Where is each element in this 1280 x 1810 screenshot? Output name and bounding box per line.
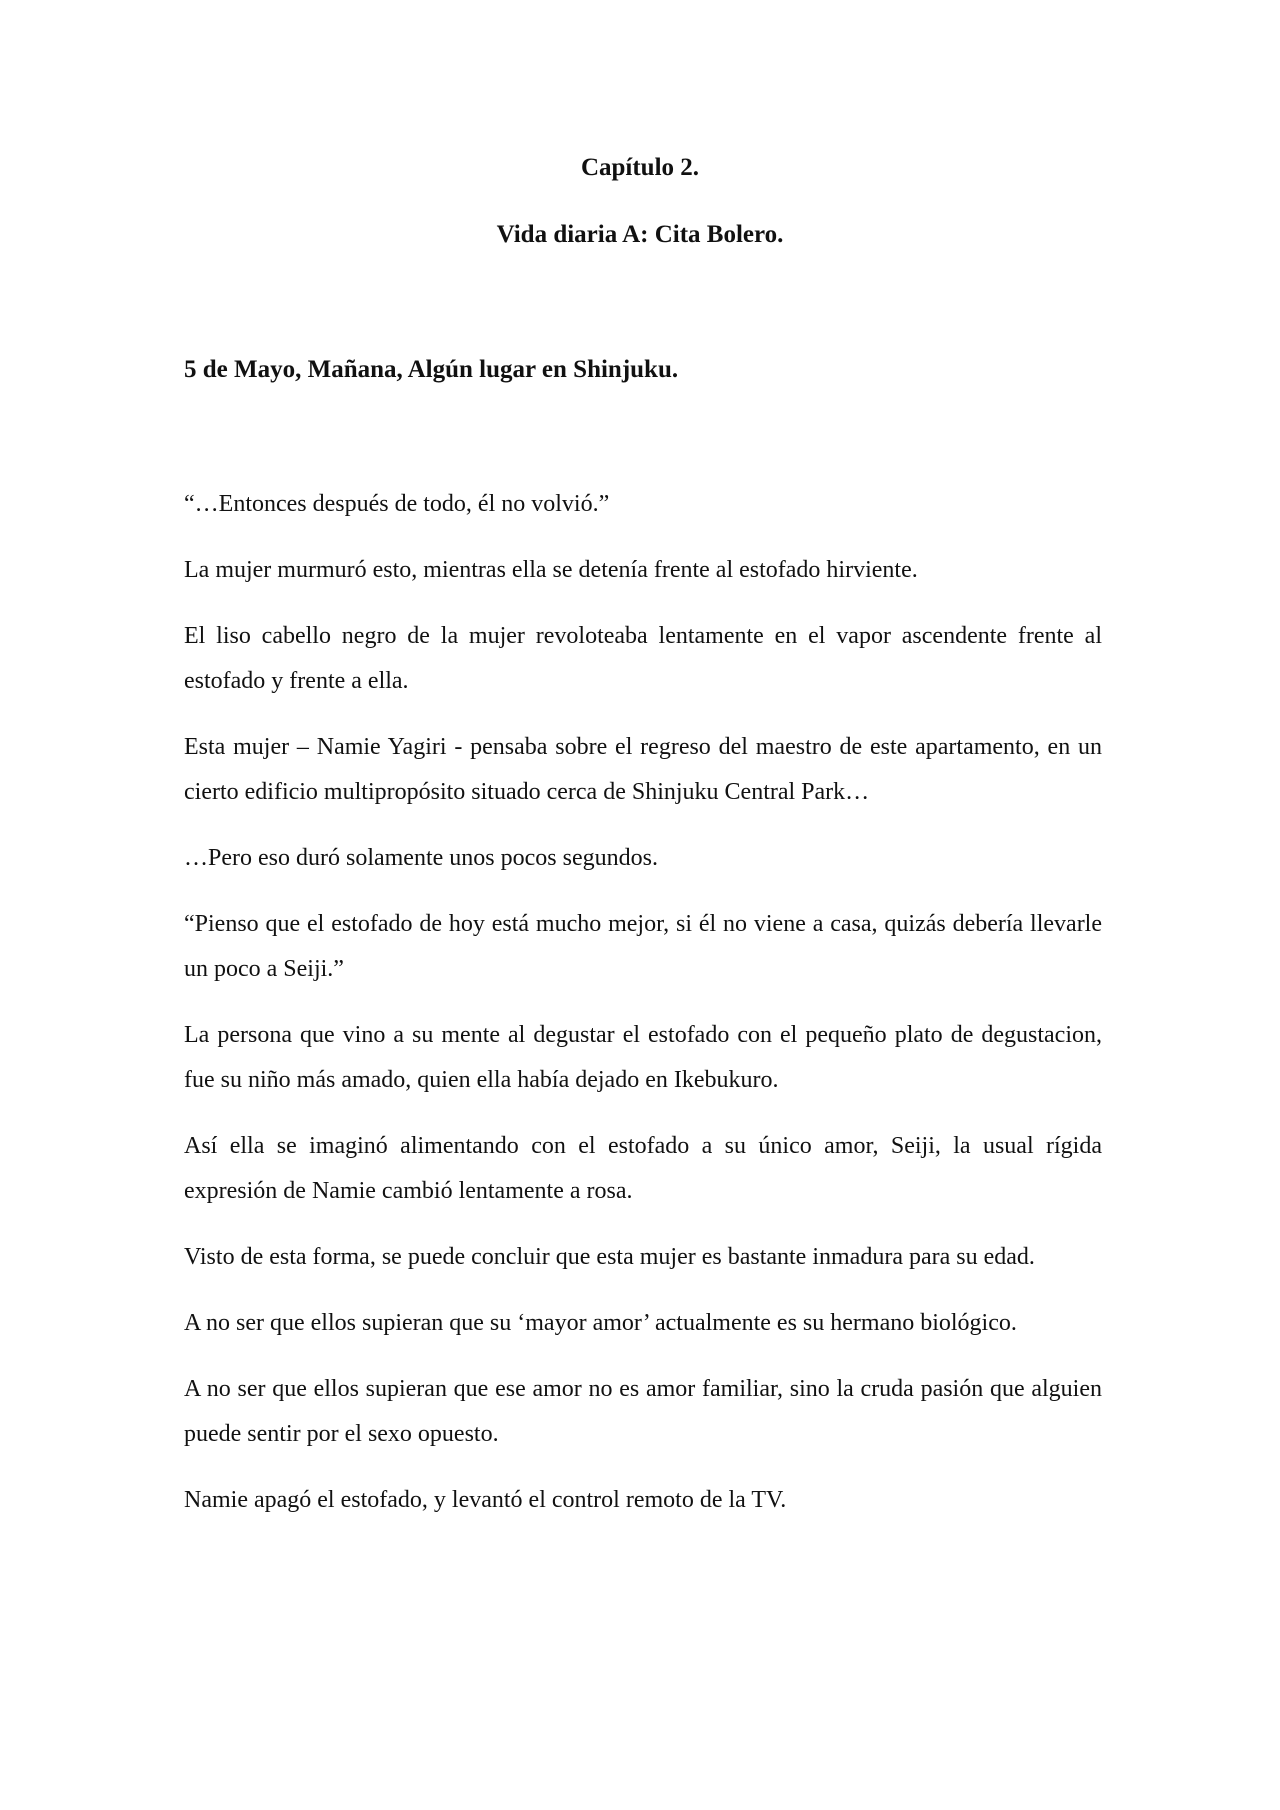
paragraph: El liso cabello negro de la mujer revoloteaba lentamente en el vapor ascendente frente al estofado y frente a ella.	[184, 623, 1102, 694]
body-text	[184, 482, 1102, 1544]
paragraph: La persona que vino a su mente al degustar el estofado con el pequeño plato de degustacion, fue su niño más amado, quien ella había dejado en Ikebukuro.	[184, 1022, 1102, 1093]
paragraph: Namie apagó el estofado, y levantó el control remoto de la TV.	[184, 1487, 787, 1513]
paragraph: “…Entonces después de todo, él no volvió.”	[184, 491, 610, 517]
chapter-subtitle: Vida diaria A: Cita Bolero.	[496, 221, 784, 248]
paragraph: …Pero eso duró solamente unos pocos segundos.	[184, 845, 658, 871]
paragraph: La mujer murmuró esto, mientras ella se detenía frente al estofado hirviente.	[184, 557, 918, 583]
scene-heading: 5 de Mayo, Mañana, Algún lugar en Shinjuku.	[184, 356, 679, 383]
chapter-title: Capítulo 2.	[580, 154, 700, 181]
paragraph: “Pienso que el estofado de hoy está mucho mejor, si él no viene a casa, quizás debería llevarle un poco a Seiji.”	[184, 911, 1102, 982]
paragraph: A no ser que ellos supieran que su ‘mayor amor’ actualmente es su hermano biológico.	[184, 1310, 1017, 1336]
paragraph: Esta mujer – Namie Yagiri - pensaba sobre el regreso del maestro de este apartamento, en un cierto edificio multipropósito situado cerca de Shinjuku Central Park…	[184, 734, 1102, 805]
paragraph: A no ser que ellos supieran que ese amor no es amor familiar, sino la cruda pasión que alguien puede sentir por el sexo opuesto.	[184, 1376, 1102, 1447]
paragraph: Así ella se imaginó alimentando con el estofado a su único amor, Seiji, la usual rígida expresión de Namie cambió lentamente a rosa.	[184, 1133, 1102, 1204]
paragraph: Visto de esta forma, se puede concluir que esta mujer es bastante inmadura para su edad.	[184, 1244, 1035, 1270]
